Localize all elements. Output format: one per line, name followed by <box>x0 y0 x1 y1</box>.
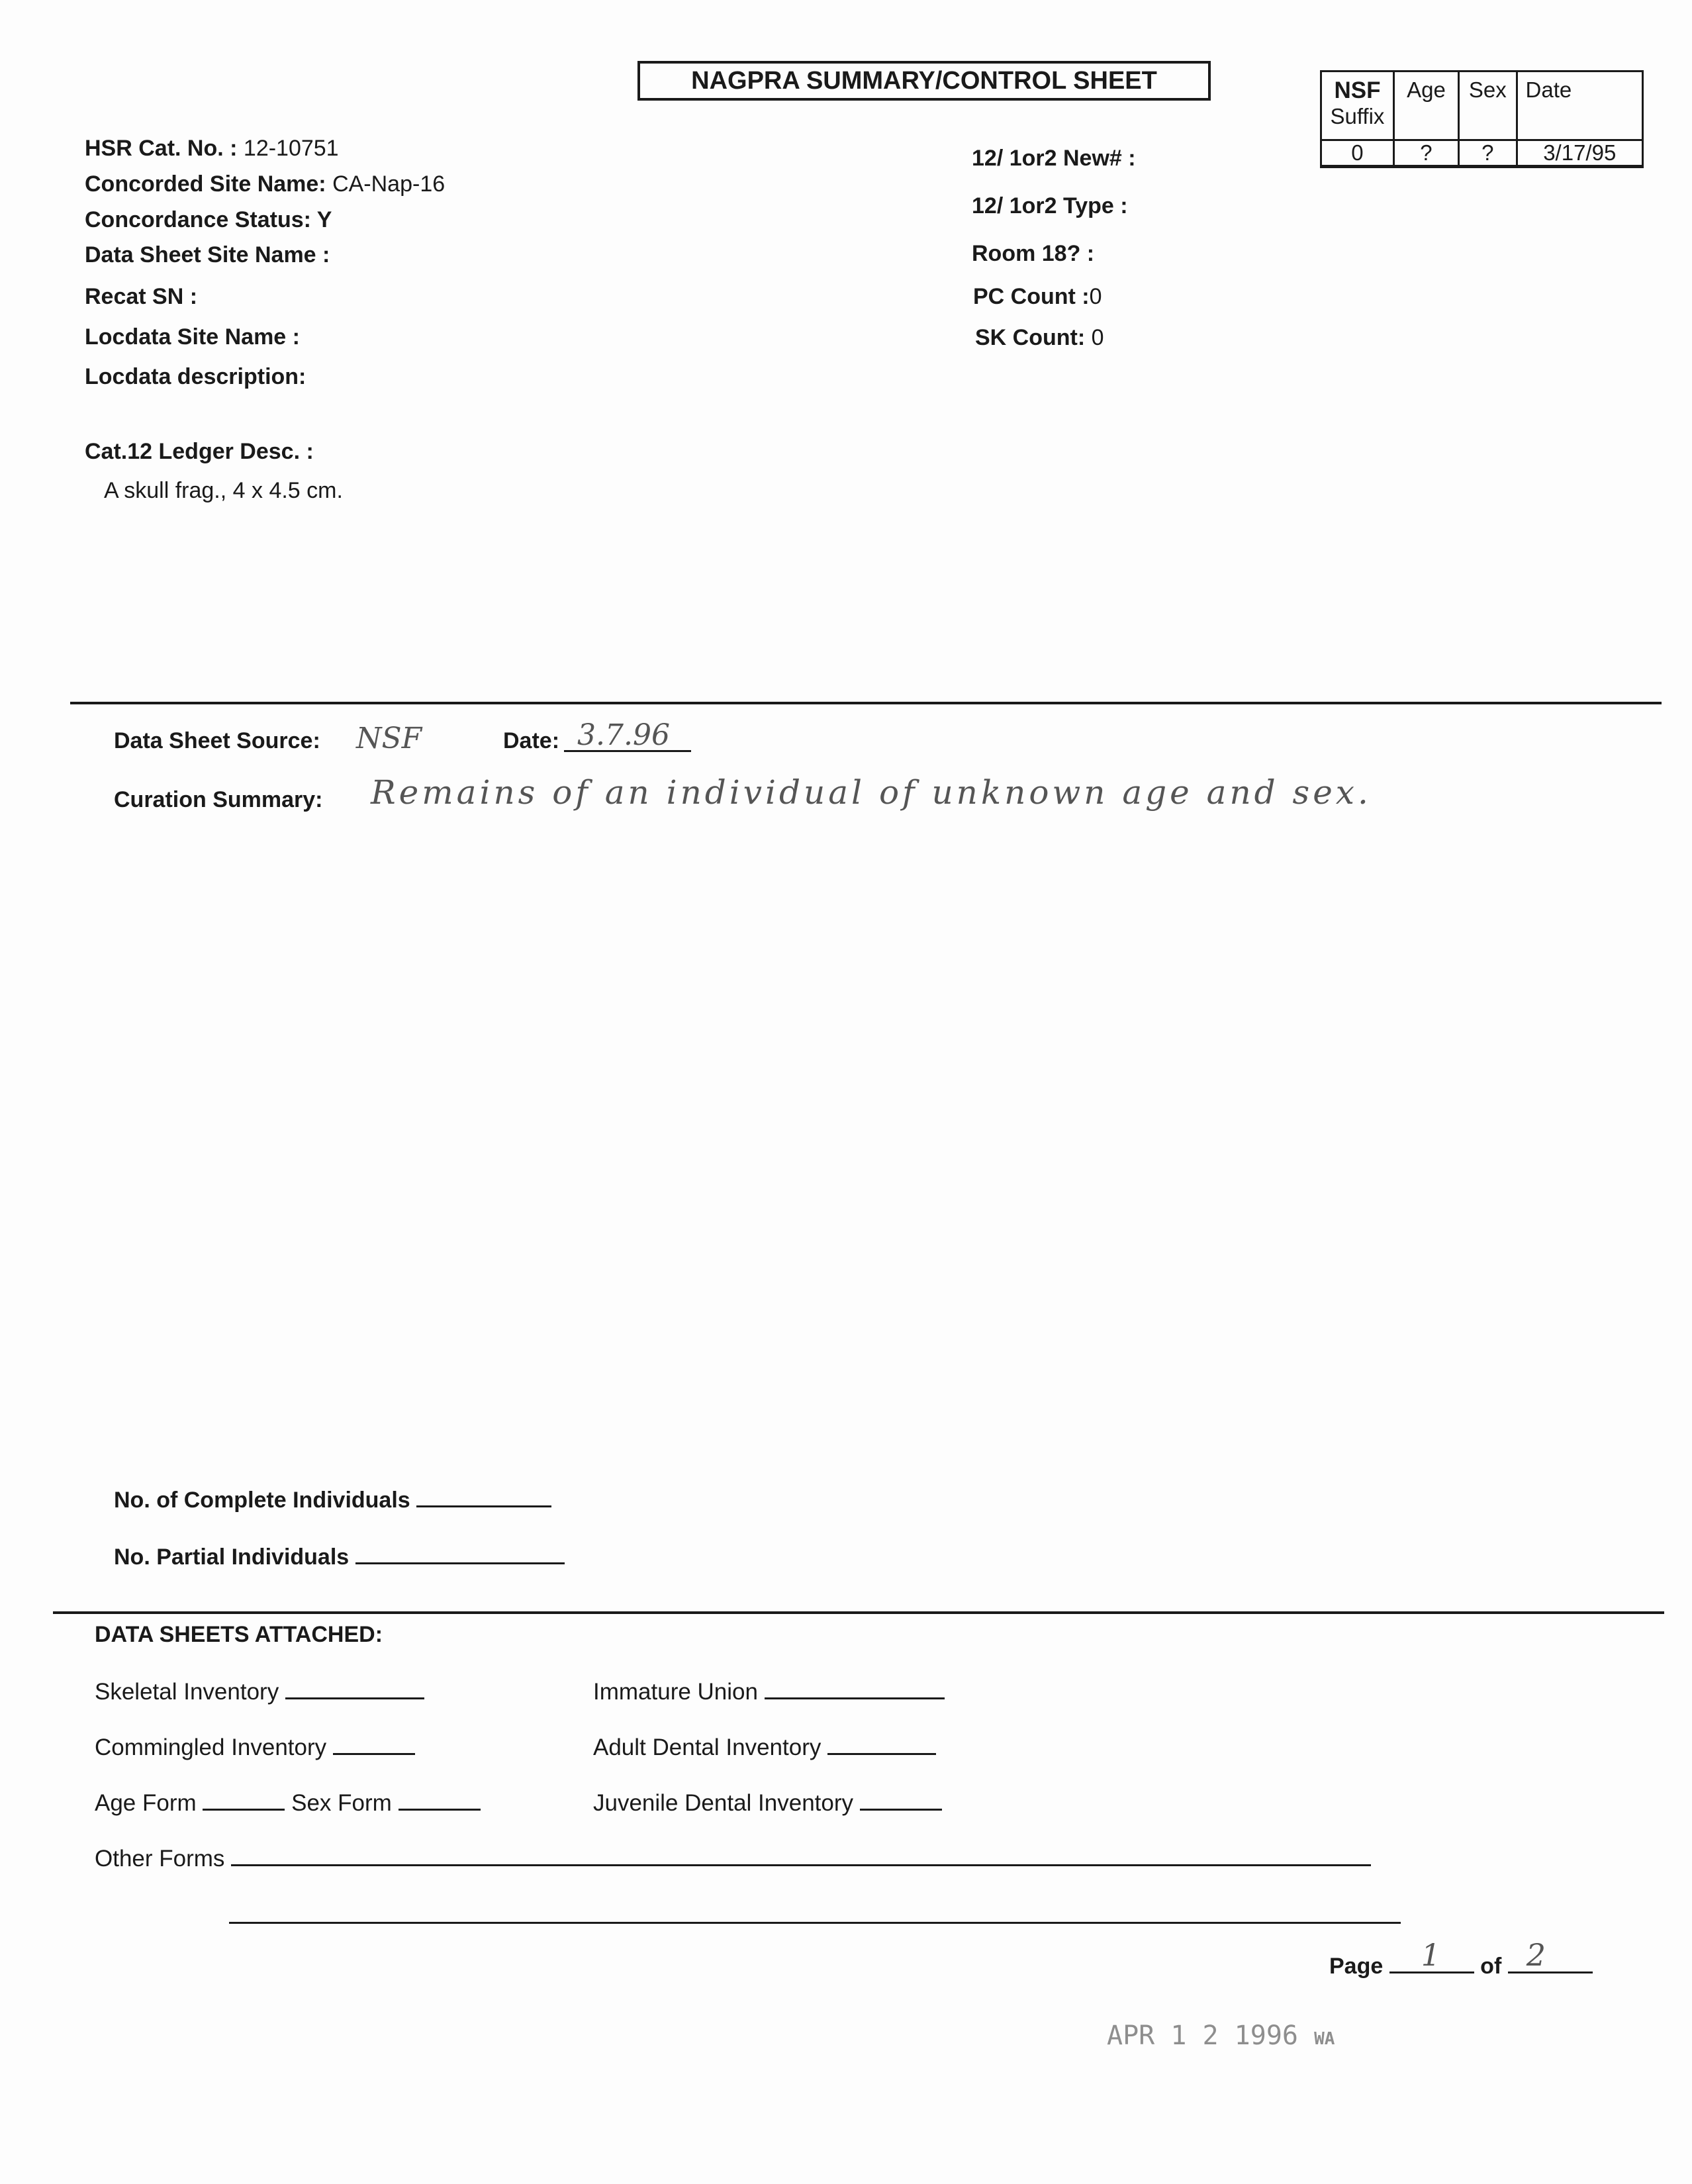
hsr-cat-row <box>85 136 339 162</box>
sex-value: ? <box>1459 140 1517 167</box>
sk-count-value: 0 <box>1091 325 1104 350</box>
sex-header: Sex <box>1459 71 1517 140</box>
date-value: 3.7.96 <box>577 718 670 752</box>
commingled-inventory-field[interactable] <box>333 1733 415 1755</box>
pc-count-value: 0 <box>1089 284 1102 309</box>
skeletal-inventory-label: Skeletal Inventory <box>95 1679 279 1705</box>
page-number-value: 1 <box>1421 1937 1440 1973</box>
other-forms-field[interactable] <box>231 1844 1371 1866</box>
page-total-field[interactable] <box>1508 1937 1593 1973</box>
sk-count-row <box>975 325 1104 351</box>
concorded-site-label: Concorded Site Name: <box>85 171 326 197</box>
immature-union-row <box>593 1678 945 1705</box>
age-header: Age <box>1393 71 1458 140</box>
data-sheet-site-label: Data Sheet Site Name : <box>85 242 330 267</box>
hsr-cat-value: 12-10751 <box>243 136 339 161</box>
other-forms-label: Other Forms <box>95 1846 225 1872</box>
nsf-table <box>1320 70 1644 168</box>
data-sheet-source-value: NSF <box>356 722 422 755</box>
received-stamp <box>1107 2020 1335 2051</box>
juvenile-dental-label: Juvenile Dental Inventory <box>593 1790 853 1816</box>
form-title: NAGPRA SUMMARY/CONTROL SHEET <box>637 61 1211 101</box>
partial-individuals-label: No. Partial Individuals <box>114 1544 350 1570</box>
sex-form-label: Sex Form <box>291 1790 392 1816</box>
concordance-status-value: Y <box>316 207 332 232</box>
page-row <box>1329 1937 1593 1979</box>
concordance-status-label: Concordance Status: <box>85 207 311 232</box>
juvenile-dental-row <box>593 1789 942 1817</box>
date-value: 3/17/95 <box>1517 140 1642 167</box>
curation-summary-value: Remains of an individual of unknown age and sex. <box>371 773 1372 812</box>
pc-count-label: PC Count : <box>973 284 1090 309</box>
other-forms-extra-line[interactable] <box>229 1922 1401 1924</box>
immature-union-label: Immature Union <box>593 1679 758 1705</box>
new-num-label: 12/ 1or2 New# : <box>972 146 1136 171</box>
sk-count-label: SK Count: <box>975 325 1086 350</box>
section-divider-bottom <box>53 1611 1664 1614</box>
locdata-description-label: Locdata description: <box>85 364 306 389</box>
age-value: ? <box>1393 140 1458 167</box>
page-number-field[interactable] <box>1389 1937 1474 1973</box>
concordance-status-row <box>85 207 332 233</box>
room18-label: Room 18? : <box>972 241 1095 266</box>
sex-form-field[interactable] <box>399 1789 481 1811</box>
immature-union-field[interactable] <box>765 1678 945 1699</box>
ledger-desc-label: Cat.12 Ledger Desc. : <box>85 439 314 464</box>
type-label: 12/ 1or2 Type : <box>972 193 1128 218</box>
curation-summary-label: Curation Summary: <box>114 787 323 812</box>
commingled-inventory-label: Commingled Inventory <box>95 1734 327 1760</box>
juvenile-dental-field[interactable] <box>860 1789 942 1811</box>
concorded-site-row <box>85 171 445 197</box>
age-form-label: Age Form <box>95 1790 197 1816</box>
page-total-value: 2 <box>1526 1937 1546 1973</box>
other-forms-row <box>95 1844 1371 1872</box>
date-header: Date <box>1517 71 1642 140</box>
date-label: Date: <box>503 728 560 753</box>
partial-individuals-field[interactable] <box>355 1543 565 1564</box>
skeletal-inventory-row <box>95 1678 424 1705</box>
complete-individuals-row <box>114 1486 551 1513</box>
age-sex-form-row <box>95 1789 481 1817</box>
recat-sn-label: Recat SN : <box>85 284 198 309</box>
pc-count-row <box>973 284 1102 310</box>
nsf-suffix-header: NSF Suffix <box>1321 71 1394 140</box>
hsr-cat-label: HSR Cat. No. : <box>85 136 238 161</box>
adult-dental-row <box>593 1733 936 1761</box>
of-label: of <box>1480 1954 1502 1979</box>
commingled-inventory-row <box>95 1733 415 1761</box>
partial-individuals-row <box>114 1543 565 1570</box>
age-form-field[interactable] <box>203 1789 285 1811</box>
complete-individuals-field[interactable] <box>416 1486 551 1507</box>
stamp-date: APR 1 2 1996 <box>1107 2020 1298 2051</box>
section-divider-top <box>70 702 1662 704</box>
stamp-initials: WA <box>1314 2029 1335 2049</box>
data-sheet-source-label: Data Sheet Source: <box>114 728 320 753</box>
nsf-suffix-value: 0 <box>1321 140 1394 167</box>
concorded-site-value: CA-Nap-16 <box>332 171 446 197</box>
adult-dental-label: Adult Dental Inventory <box>593 1734 822 1760</box>
page-label: Page <box>1329 1954 1384 1979</box>
attached-heading: DATA SHEETS ATTACHED: <box>95 1622 383 1647</box>
adult-dental-field[interactable] <box>827 1733 936 1755</box>
skeletal-inventory-field[interactable] <box>285 1678 424 1699</box>
complete-individuals-label: No. of Complete Individuals <box>114 1488 410 1513</box>
ledger-desc-value: A skull frag., 4 x 4.5 cm. <box>104 478 343 503</box>
locdata-site-label: Locdata Site Name : <box>85 324 300 350</box>
